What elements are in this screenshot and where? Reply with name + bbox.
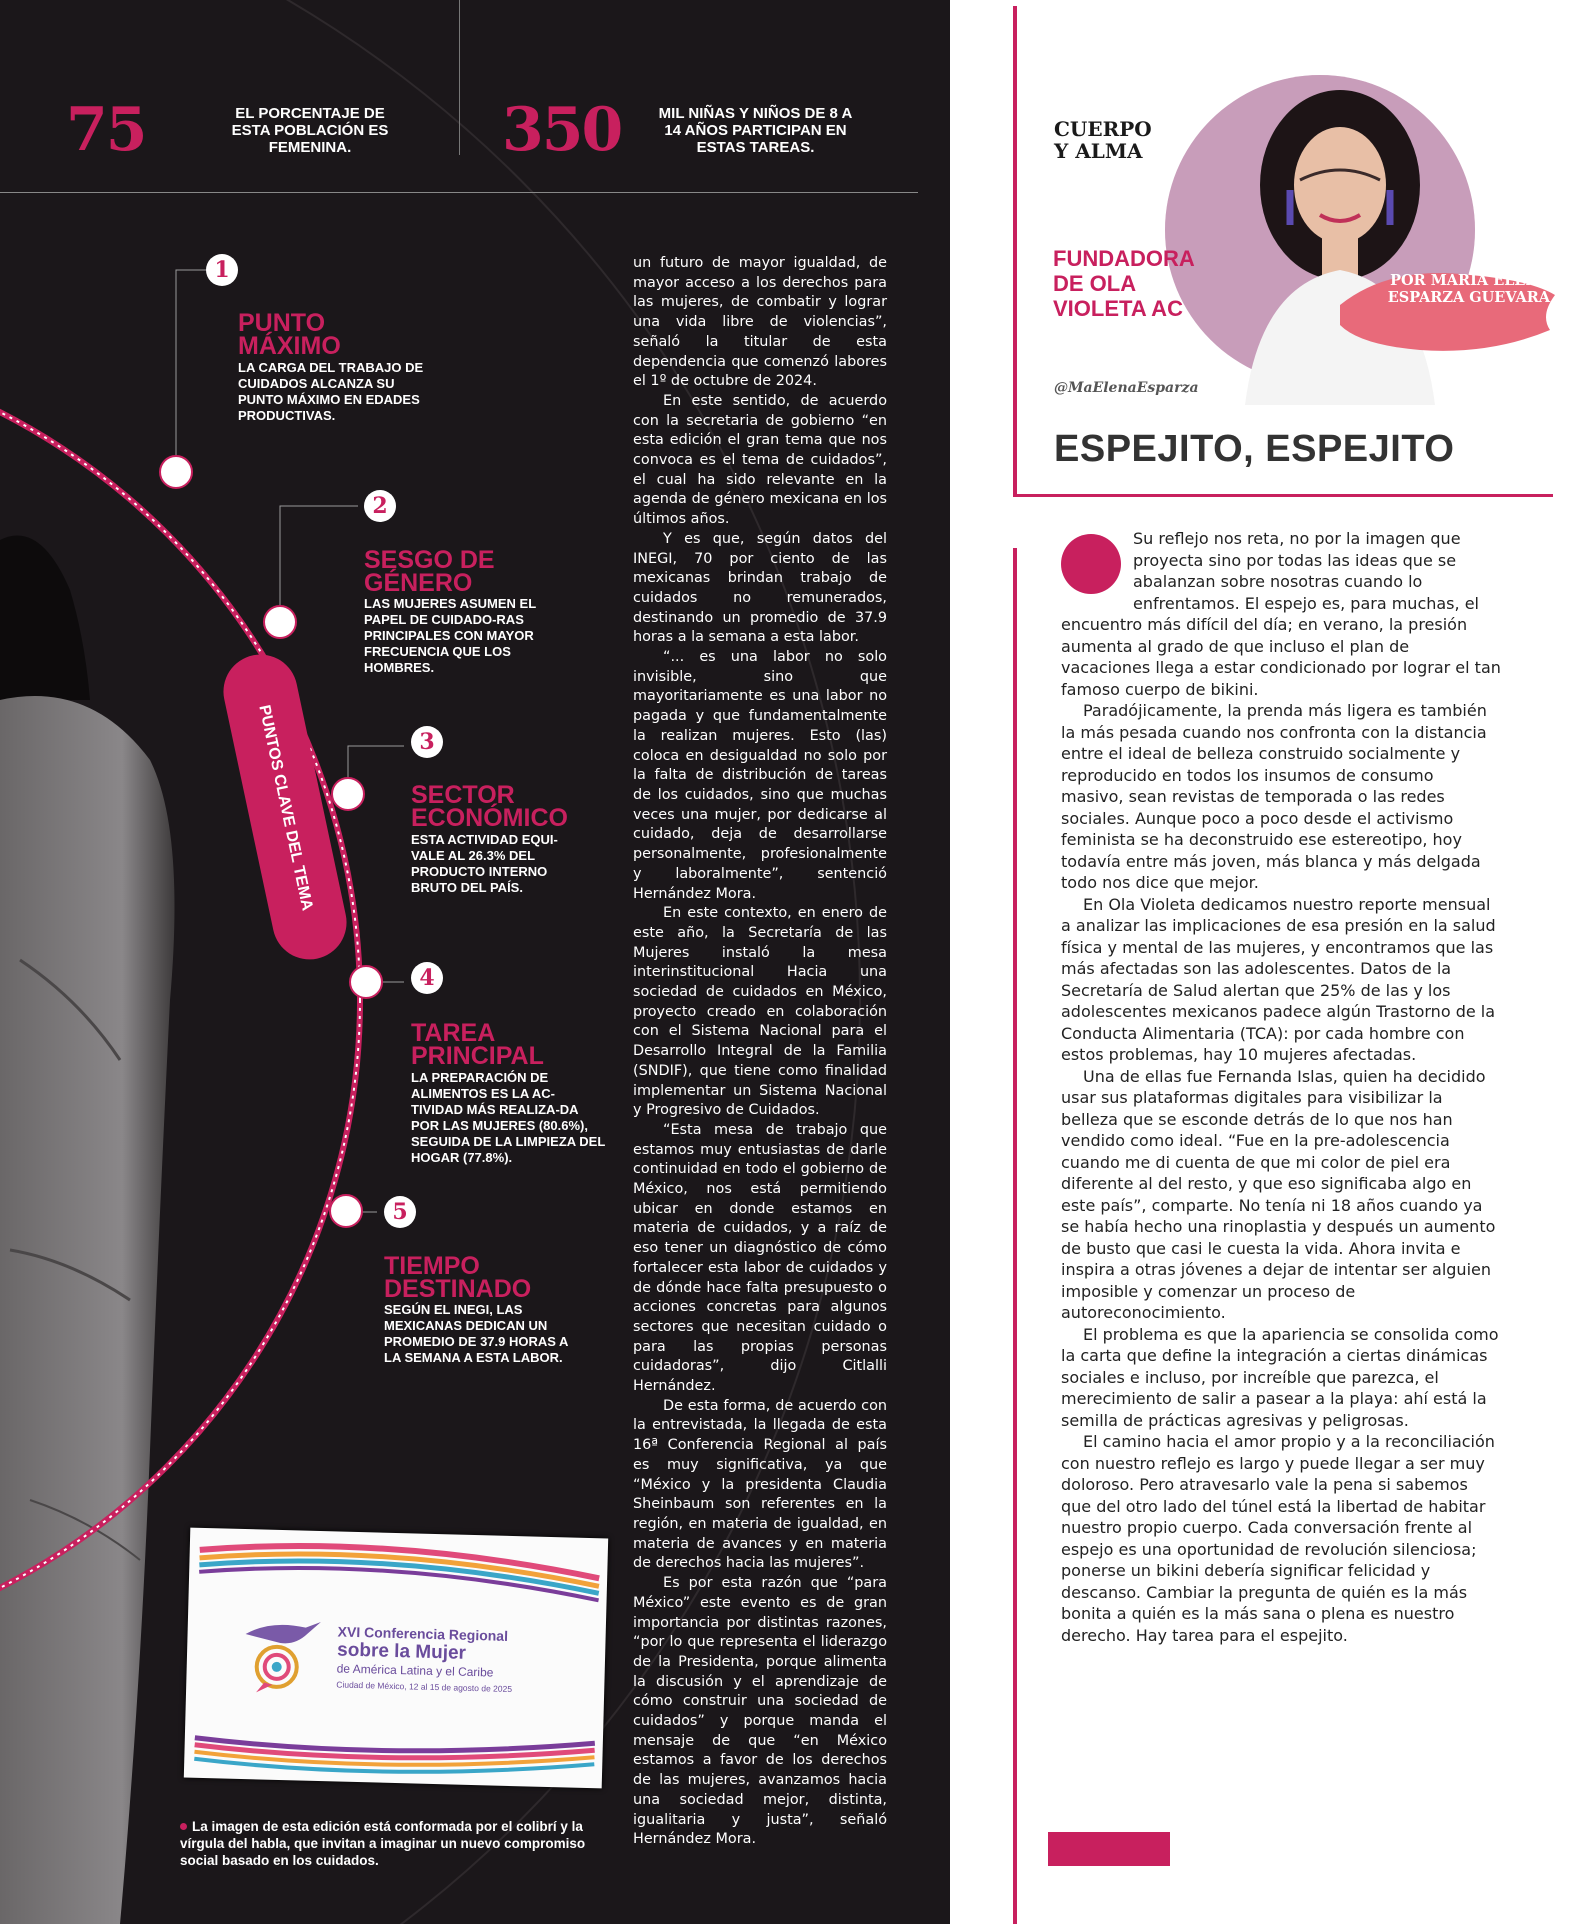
point-2-title: SESGO DE GÉNERO [364,546,495,597]
author-byline: POR MARÍA ELENA ESPARZA GUEVARA [1387,272,1550,306]
point-1-title: PUNTO MÁXIMO [238,309,341,360]
author-handle: @MaElenaEsparza [1054,380,1199,396]
image-caption [180,1818,620,1869]
conference-line4: Ciudad de México, 12 al 15 de agosto de 2025 [336,1679,513,1695]
point-1-number: 1 [206,254,238,286]
section-line-2: Y ALMA [1054,139,1143,163]
caption-bullet [180,1823,187,1830]
stat-label-1: EL PORCENTAJE DE ESTA POBLACIÓN ES FEMENINA. [231,105,389,156]
conference-line1: XVI Conferencia Regional [337,1623,509,1644]
caption-text: La imagen de esta edición está conformada por el colibrí y la vírgula del habla, que invitan a imaginar un nuevo compromiso social basado en los cuidados. [180,1819,586,1868]
section-line-1: CUERPO [1054,117,1152,141]
article-paragraph: Es por esta razón que “para México” este evento es de gran importancia por distintas razones, “por lo que representa el liderazgo de la Presidenta, porque alimenta la discusión y el aprendizaje de cómo construir una sociedad de cuidados” y porque manda el mensaje de que “en México estamos a favor de los derechos de las mujeres, avanzamos hacia una sociedad mejor, distinta, igualitaria y justa”, señaló Hernández Mora. [633,1575,887,1848]
article-column [633,254,887,1850]
column-paragraph: Su reflejo nos reta, no por la imagen que proyecta sino por todas las ideas que se abalanzan sobre nosotras cuando lo enfrentamos. El espejo es, para muchas, el encuentro más difícil del día; en verano, la presión aumenta al grado de que incluso el plan de vacaciones llega a estar condicionado por lograr el tan famoso cuerpo de bikini. [1061,529,1501,699]
point-4-title: TAREA PRINCIPAL [411,1019,544,1070]
right-page [950,0,1583,1924]
article-paragraph: “... es una labor no solo invisible, sino que mayoritariamente es una labor no pagada y que fundamentalmente la realizan mujeres. Esto (las) coloca en desigualdad no solo por la falta de distribución de tareas de los cuidados, sino que muchas veces una mujer, por dedicarse al cuidado, deja de desarrollarse personalmente, profesionalmente y laboralmente”, sentenció Hernández Mora. [633,649,887,902]
conference-line3: de América Latina y el Caribe [336,1661,494,1680]
point-3-title: SECTOR ECONÓMICO [411,781,568,832]
point-4-number: 4 [411,962,443,994]
point-2-number: 2 [364,490,396,522]
stat-number-1: 75 [66,95,146,165]
column-paragraph: El camino hacia el amor propio y a la reconciliación con nuestro reflejo es largo y puede llegar a ser muy doloroso. Pero atravesarlo vale la pena si sabemos que del otro lado del túnel está la libertad de habitar nuestro propio cuerpo. Cada conversación frente al espejo es una oportunidad de revolución silenciosa; ponerse un bikini debería significar felicidad y descanso. Cambiar la pregunta de quién es la más bonita a quién es la más sana o plena es nuestro derecho. Hay tarea para el espejito. [1061,1432,1495,1645]
footer-block [1048,1832,1170,1866]
column-paragraph: En Ola Violeta dedicamos nuestro reporte mensual a analizar las implicaciones de esa presión en la salud física y mental de las mujeres, y encontramos que las más afectadas son las adolescentes. Datos de la Secretaría de Salud alertan que 25% de las y los adolescentes mexicanos padece algún Trastorno de la Conducta Alimentaria (TCA): por cada hombre con estos problemas, hay 10 mujeres afectadas. [1061,894,1496,1064]
hummingbird-logo [234,1614,326,1696]
stat-label-2: MIL NIÑAS Y NIÑOS DE 8 A 14 AÑOS PARTICIPAN EN ESTAS TAREAS. [658,105,853,156]
point-5-number: 5 [384,1196,416,1228]
article-paragraph: En este sentido, de acuerdo con la secretaria de gobierno “en esta edición el gran tema que nos convoca es el tema de cuidados”, el cual ha sido relevante en la agenda de género mexicana en los últimos años. [633,392,887,528]
section-label [1054,118,1174,162]
column-paragraph: El problema es que la apariencia se consolida como la carta que define la integración a ciertas dinámicas sociales e incluso, por increíble que parezca, el merecimiento de salir a pasear a la playa: ahí está la semilla de prácticas agresivas y peligrosas. [1061,1324,1499,1430]
conference-card [184,1528,608,1789]
point-2-desc: LAS MUJERES ASUMEN EL PAPEL DE CUIDADO-RAS PRINCIPALES CON MAYOR FRECUENCIA QUE LOS HOMBRES. [364,596,536,675]
point-4-desc: LA PREPARACIÓN DE ALIMENTOS ES LA AC-TIVIDAD MÁS REALIZA-DA POR LAS MUJERES (80.6%), SEGUIDA DE LA LIMPIEZA DEL HOGAR (77.8%). [411,1070,606,1165]
article-paragraph: En este contexto, en enero de este año, la Secretaría de las Mujeres instaló la mesa interinstitucional Hacia una sociedad de cuidados en México, proyecto creado en colaboración con el Sistema Nacional para el Desarrollo Integral de la Familia (SNDIF), que tiene como finalidad implementar un Sistema Nacional y Progresivo de Cuidados. [633,905,887,1119]
point-5-desc: SEGÚN EL INEGI, LAS MEXICANAS DEDICAN UN PROMEDIO DE 37.9 HORAS A LA SEMANA A ESTA LABOR. [384,1302,568,1365]
vertical-rule-bottom [1013,548,1017,1924]
vertical-rule-top [1013,6,1017,496]
article-paragraph: Y es que, según datos del INEGI, 70 por ciento de las mexicanas brindan trabajo de cuidados no remunerados, destinando un promedio de 37.9 horas a la semana a esta labor. [633,530,887,646]
point-5-title: TIEMPO DESTINADO [384,1252,532,1303]
title-rule [1013,494,1553,497]
column-body [1061,528,1501,1646]
conference-line2: sobre la Mujer [336,1639,467,1664]
point-3-number: 3 [411,726,443,758]
timeline-label: PUNTOS CLAVE DEL TEMA [255,703,316,913]
article-paragraph: “Esta mesa de trabajo que estamos muy entusiastas de darle continuidad en todo el gobierno de México, nos está permitiendo ubicar en donde estamos en materia de cuidados, y a raíz de eso tener un diagnóstico de cómo fortalecer esta labor de cuidados y de dónde hace falta presupuesto o acciones concretas para algunos sectores que necesitan cuidado o para las propias personas cuidadoras”, dijo Citlalli Hernández. [633,1121,887,1395]
column-paragraph: Una de ellas fue Fernanda Islas, quien ha decidido usar sus plataformas digitales para visibilizar la belleza que se esconde detrás de lo que nos han vendido como ideal. “Fue en la pre-adolescencia cuando me di cuenta de que mi color de piel era diferente al del resto, y que eso significaba algo en este país”, comparte. No tenía ni 18 años cuando ya se había hecho una rinoplastia y después un aumento de busto que casi le cuesta la vida. Ahora invita e inspira a otras jóvenes a dejar de intentar ser alguien imposible y comenzar un proceso de autoreconocimiento. [1061,1066,1496,1322]
point-3-desc: ESTA ACTIVIDAD EQUI-VALE AL 26.3% DEL PRODUCTO INTERNO BRUTO DEL PAÍS. [411,832,558,895]
stat-number-2: 350 [502,95,622,165]
article-paragraph: De esta forma, de acuerdo con la entrevistada, la llegada de esta 16ª Conferencia Regional al país es muy significativa, ya que “México y la presidenta Claudia Sheinbaum son referentes en la región, en materia de igualdad, en materia de avances y en materia de derechos hacia las mujeres”. [633,1397,887,1572]
point-1-desc: LA CARGA DEL TRABAJO DE CUIDADOS ALCANZA SU PUNTO MÁXIMO EN EDADES PRODUCTIVAS. [238,360,424,423]
article-paragraph: un futuro de mayor igualdad, de mayor acceso a los derechos para las mujeres, de combatir y lograr una vida libre de violencias”, señaló la titular de esta dependencia que comenzó labores el 1º de octubre de 2024. [633,255,887,390]
drop-cap-circle [1061,534,1121,594]
author-role: FUNDADORA DE OLA VIOLETA AC [1053,246,1194,321]
column-paragraph: Paradójicamente, la prenda más ligera es también la más pesada cuando nos confronta con la distancia entre el ideal de belleza construido socialmente y reproducido en todos los insumos de consumo masivo, sean revistas de temporada o las redes sociales. Aunque poco a poco desde el activismo feminista se ha deconstruido ese estereotipo, hoy todavía entre más joven, más blanca y más delgada todo nos dice que mejor. [1061,701,1487,892]
column-title: ESPEJITO, ESPEJITO [1054,428,1455,470]
